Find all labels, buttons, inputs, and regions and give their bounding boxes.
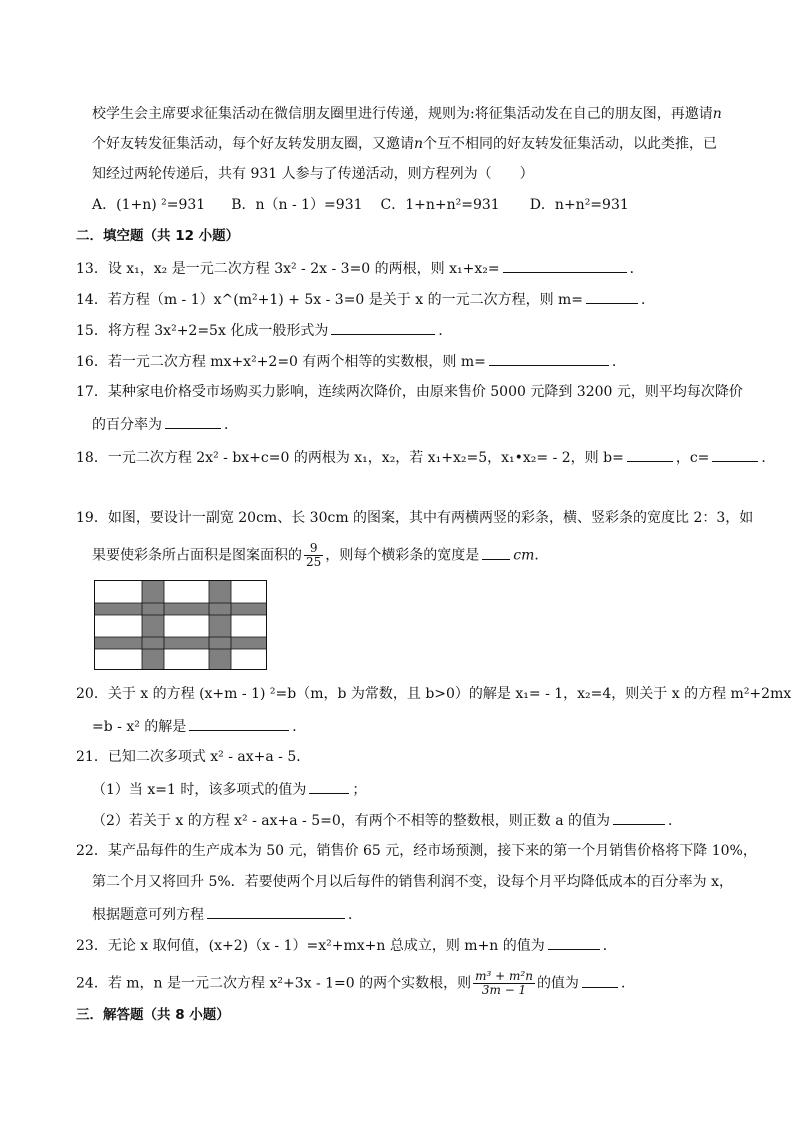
q19-line-1 <box>76 508 753 528</box>
q19-end: ． <box>534 547 549 564</box>
q24-number: 24． <box>76 975 108 992</box>
q20-line-2 <box>92 715 306 737</box>
q19-answer-blank[interactable] <box>482 544 510 560</box>
section-fill-in-heading: 二．填空题（共 12 小题） <box>76 228 240 244</box>
q21-stem <box>76 747 310 767</box>
q12-text-2b: 个互不相同的好友转发征集活动，以此类推，已 <box>423 136 718 152</box>
q23 <box>76 934 617 956</box>
q12-option-c[interactable]: C．1+n+n²=931 <box>380 197 500 213</box>
q15-text: 将方程 3x²+2=5x 化成一般形式为 <box>107 323 329 339</box>
q17-end: ． <box>224 417 238 433</box>
q22-answer-blank[interactable] <box>207 903 345 919</box>
q23-end: ． <box>602 938 617 954</box>
q21-part-2 <box>92 809 682 831</box>
q20-number: 20． <box>76 686 108 702</box>
q19-text-2b: ，则每个横彩条的宽度是 <box>325 547 480 564</box>
q24-end: ． <box>620 975 635 992</box>
q22-line-3 <box>92 903 362 925</box>
q24-text-b: 的值为 <box>536 975 579 992</box>
q19-line-2 <box>92 542 548 569</box>
q23-text: 无论 x 取何值，(x+2)（x - 1）=x²+mx+n 总成立，则 m+n 的值为 <box>107 938 545 954</box>
q24 <box>76 970 635 997</box>
q12-line-3 <box>92 164 534 184</box>
q18-number: 18． <box>76 450 108 466</box>
q22-line-2 <box>92 872 733 892</box>
q24-frac-denominator: 3m − 1 <box>481 983 527 997</box>
figure-vertical-stripe-1 <box>142 581 164 669</box>
q18-answer-blank-b[interactable] <box>627 446 673 462</box>
q12-var-n-2: n <box>414 136 424 152</box>
q16 <box>76 350 626 372</box>
q17-answer-blank[interactable] <box>165 413 221 429</box>
q20-line-1 <box>76 684 791 704</box>
q22-end: ． <box>348 907 362 923</box>
q17-text-2: 的百分率为 <box>92 417 162 433</box>
q21-part-2-blank[interactable] <box>613 809 665 825</box>
q21-part-2-text: （2）若关于 x 的方程 x² - ax+a - 5=0，有两个不相等的整数根，则正数 a 的值为 <box>92 813 611 829</box>
figure-horizontal-stripe-1 <box>95 603 266 615</box>
q20-text-1: 关于 x 的方程 (x+m - 1) ²=b（m，b 为常数，且 b>0）的解是 x₁= - 1，x₂=4，则关于 x 的方程 m²+2mx <box>107 686 792 702</box>
q16-number: 16． <box>76 354 108 370</box>
q12-line-2 <box>92 134 717 154</box>
q14-answer-blank[interactable] <box>586 288 638 304</box>
q21-part-1-blank[interactable] <box>309 778 349 794</box>
q15 <box>76 319 452 341</box>
q21-number: 21． <box>76 749 108 765</box>
q14-number: 14． <box>76 292 108 308</box>
q18 <box>76 446 775 468</box>
q20-end: ． <box>292 719 307 735</box>
q24-text-a: 若 m，n 是一元二次方程 x²+3x - 1=0 的两个实数根，则 <box>107 975 472 992</box>
q13-answer-blank[interactable] <box>503 257 627 273</box>
q14-end: ． <box>641 292 656 308</box>
q12-option-d[interactable]: D．n+n²=931 <box>529 197 629 213</box>
q12-option-a[interactable]: A．(1+n) ²=931 <box>92 197 206 213</box>
q22-text-2: 第二个月又将回升 5%．若要使两个月以后每件的销售利润不变，设每个月平均降低成本的百分率为 x， <box>92 874 734 890</box>
figure-outline <box>95 581 267 670</box>
q17-line-2 <box>92 413 238 435</box>
q18-text: 一元二次方程 2x² - bx+c=0 的两根为 x₁，x₂，若 x₁+x₂=5，x₁•x₂= - 2，则 b= <box>107 450 624 466</box>
q16-answer-blank[interactable] <box>489 350 609 366</box>
q21-text: 已知二次多项式 x² - ax+a - 5． <box>107 749 311 765</box>
q22-text-1: 某产品每件的生产成本为 50 元，销售价 65 元，经市场预测，接下来的第一个月销售价格将下降 10%， <box>107 843 757 859</box>
q21-part-1 <box>92 778 366 800</box>
q21-part-2-end: ． <box>668 813 683 829</box>
q24-frac-numerator: m³ + m²n <box>475 969 533 983</box>
q18-end: ． <box>761 450 776 466</box>
q21-part-1-end: ； <box>352 782 367 798</box>
q22-text-3: 根据题意可列方程 <box>92 907 204 923</box>
q12-option-b[interactable]: B．n（n - 1）=931 <box>231 197 363 213</box>
q19-text-2a: 果要使彩条所占面积是图案面积的 <box>92 547 302 564</box>
q12-text-3: 知经过两轮传递后，共有 931 人参与了传递活动，则方程列为（ ） <box>92 166 534 182</box>
q20-text-2: =b - x² 的解是 <box>92 719 187 735</box>
q17-text-1: 某种家电价格受市场购买力影响，连续两次降价，由原来售价 5000 元降到 3200 元，则平均每次降价 <box>107 384 743 400</box>
q23-number: 23． <box>76 938 108 954</box>
q12-line-1 <box>92 104 722 124</box>
q19-text-1: 如图，要设计一副宽 20cm、长 30cm 的图案，其中有两横两竖的彩条，横、竖彩条的宽度比 2：3，如 <box>107 510 754 526</box>
q19-stripe-figure <box>94 580 267 670</box>
q24-fraction <box>473 970 535 997</box>
q12-options <box>92 195 629 215</box>
q20-answer-blank[interactable] <box>189 715 289 731</box>
q13 <box>76 257 644 279</box>
q14-text: 若方程（m - 1）x^(m²+1) + 5x - 3=0 是关于 x 的一元二次方程，则 m= <box>107 292 584 308</box>
q19-frac-denominator: 25 <box>306 555 322 569</box>
q12-text-2a: 个好友转发征集活动，每个好友转发朋友圈，又邀请 <box>92 136 414 152</box>
q13-end: ． <box>629 261 644 277</box>
q13-number: 13． <box>76 261 108 277</box>
q19-fraction <box>304 542 323 569</box>
q23-answer-blank[interactable] <box>548 934 600 950</box>
q22-line-1 <box>76 841 757 861</box>
q24-answer-blank[interactable] <box>582 972 618 988</box>
q12-var-n: n <box>712 106 722 122</box>
q18-answer-blank-c[interactable] <box>712 446 758 462</box>
q16-end: ． <box>611 354 626 370</box>
q15-answer-blank[interactable] <box>331 319 435 335</box>
q19-unit: cm <box>513 547 535 564</box>
q18-text-c: ，c= <box>675 450 710 466</box>
section-answer-heading: 三．解答题（共 8 小题） <box>76 1007 230 1023</box>
q22-number: 22． <box>76 843 108 859</box>
q16-text: 若一元二次方程 mx+x²+2=0 有两个相等的实数根，则 m= <box>107 354 486 370</box>
figure-vertical-stripe-2 <box>209 581 231 669</box>
q12-text-1: 校学生会主席要求征集活动在微信朋友圈里进行传递，规则为:将征集活动发在自己的朋友图，再邀请 <box>92 106 713 122</box>
q19-frac-numerator: 9 <box>304 542 323 556</box>
q14 <box>76 288 655 310</box>
q17-number: 17． <box>76 384 108 400</box>
q17-line-1 <box>76 382 743 402</box>
q15-end: ． <box>438 323 453 339</box>
q13-text: 设 x₁，x₂ 是一元二次方程 3x² - 2x - 3=0 的两根，则 x₁+x₂= <box>107 261 500 277</box>
figure-horizontal-stripe-2 <box>95 637 266 649</box>
q21-part-1-text: （1）当 x=1 时，该多项式的值为 <box>92 782 307 798</box>
q15-number: 15． <box>76 323 108 339</box>
q19-number: 19． <box>76 510 108 526</box>
